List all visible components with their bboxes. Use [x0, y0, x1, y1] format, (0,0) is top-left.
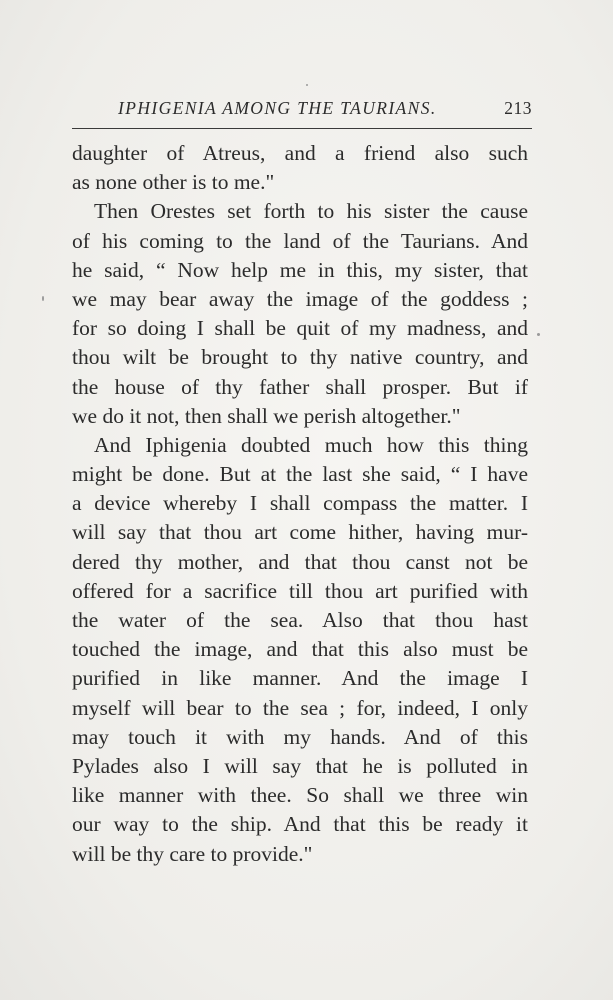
text-line: like manner with thee. So shall we three win	[72, 783, 528, 808]
text-line: the house of thy father shall prosper. But if	[72, 374, 528, 399]
text-line: Pylades also I will say that he is polluted in	[72, 753, 528, 778]
text-line: purified in like manner. And the image I	[72, 666, 528, 691]
running-title: IPHIGENIA AMONG THE TAURIANS.	[118, 98, 437, 118]
text-line: as none other is to me."	[72, 170, 275, 195]
text-line: touched the image, and that this also must be	[72, 637, 528, 662]
text-line: a device whereby I shall compass the matter. I	[72, 491, 528, 516]
text-line: we do it not, then shall we perish altogether."	[72, 403, 461, 428]
paper-speck	[306, 84, 308, 86]
running-head	[72, 98, 532, 122]
text-line: our way to the ship. And that this be ready it	[72, 812, 528, 837]
text-line: offered for a sacrifice till thou art purified with	[72, 578, 528, 603]
text-line: might be done. But at the last she said, “ I have	[72, 462, 528, 487]
page-number: 213	[504, 98, 532, 118]
text-line: we may bear away the image of the goddess ;	[72, 286, 528, 311]
text-line: may touch it with my hands. And of this	[72, 724, 528, 749]
paper-speck	[537, 333, 540, 336]
text-line: of his coming to the land of the Taurians. And	[72, 228, 528, 253]
text-line: myself will bear to the sea ; for, indeed, I only	[72, 695, 528, 720]
text-line: will be thy care to provide."	[72, 841, 313, 866]
text-line: the water of the sea. Also that thou hast	[72, 608, 528, 632]
body-text	[72, 139, 528, 869]
text-line: daughter of Atreus, and a friend also such	[72, 141, 528, 165]
header-rule	[72, 128, 532, 129]
text-line: for so doing I shall be quit of my madness, and	[72, 316, 528, 341]
paragraph-first-line: And Iphigenia doubted much how this thing	[94, 432, 528, 457]
text-line: will say that thou art come hither, having mur-	[72, 520, 528, 545]
paragraph-first-line: Then Orestes set forth to his sister the cause	[94, 199, 528, 224]
text-line: thou wilt be brought to thy native country, and	[72, 345, 528, 370]
text-line: dered thy mother, and that thou canst not be	[72, 549, 528, 574]
text-line: he said, “ Now help me in this, my sister, that	[72, 257, 528, 282]
paper-speck	[42, 296, 44, 301]
